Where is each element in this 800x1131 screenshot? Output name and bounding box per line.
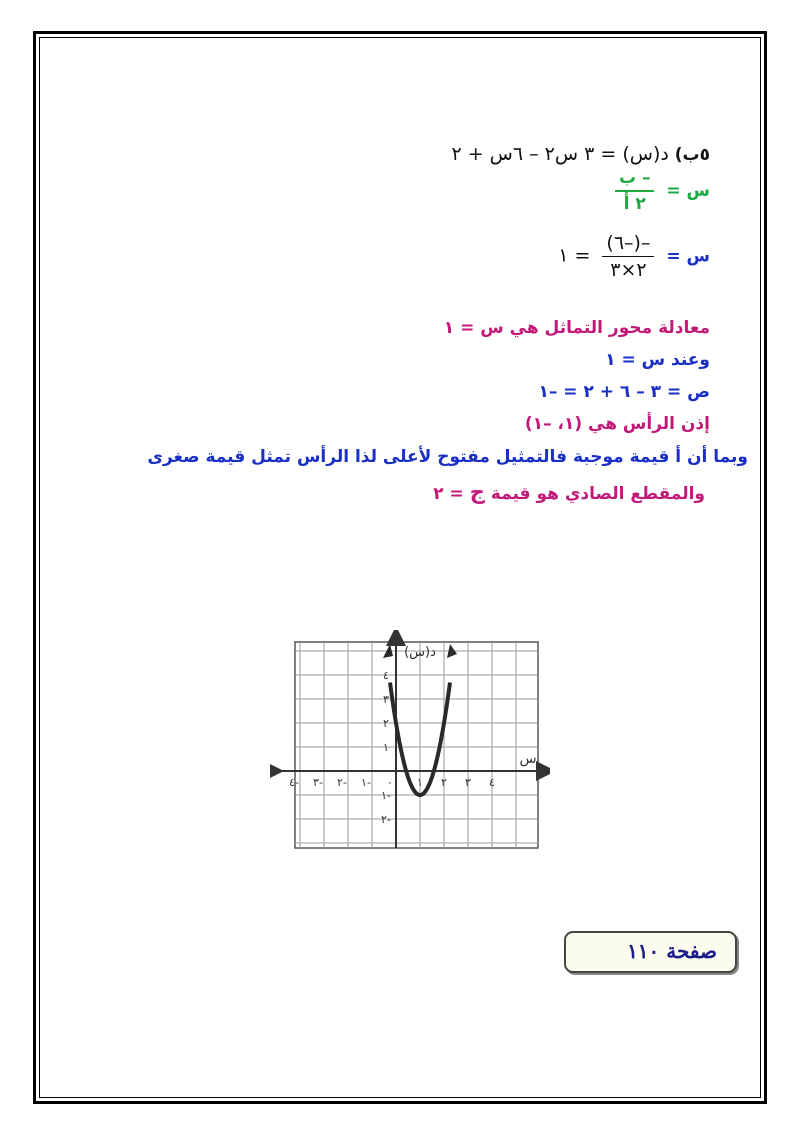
y-axis-label: د(س) bbox=[404, 645, 436, 660]
vertex-result: إذن الرأس هي (١، –١) bbox=[524, 414, 710, 434]
intercept-text: والمقطع الصادي هو قيمة bbox=[490, 484, 705, 504]
x-tick-label: ٠ bbox=[387, 776, 393, 789]
x-tick-label: ٣ bbox=[465, 776, 471, 789]
substitution-denominator: ٢×٣ bbox=[610, 259, 647, 281]
page-number-badge bbox=[564, 931, 737, 973]
y-tick-label: ٢ bbox=[383, 717, 389, 730]
graph-frame bbox=[295, 642, 538, 848]
x-axis-label: س bbox=[519, 751, 537, 767]
problem-label: ٥ب) bbox=[674, 145, 710, 165]
intercept-value: = ٢ bbox=[433, 484, 464, 504]
parabola-graph bbox=[270, 630, 550, 855]
vertex-formula bbox=[609, 168, 710, 214]
intercept-variable: ج bbox=[469, 480, 485, 504]
y-intercept-line bbox=[433, 480, 705, 504]
graph-grid bbox=[295, 642, 538, 848]
substitution-lhs: س = bbox=[666, 246, 710, 267]
y-tick-label: ١ bbox=[383, 741, 389, 754]
problem-equation: د(س) = ٣ س٢ – ٦س + ٢ bbox=[451, 143, 669, 165]
opening-note: وبما أن أ قيمة موجبة فالتمثيل مفتوح لأعلى لذا الرأس تمثل قيمة صغرى bbox=[147, 447, 748, 467]
formula-fraction bbox=[615, 168, 655, 214]
x-tick-label: ١- bbox=[361, 776, 371, 789]
when-x-equals: وعند س = ١ bbox=[605, 350, 710, 370]
formula-numerator: – ب bbox=[618, 168, 651, 188]
axis-of-symmetry: معادلة محور التماثل هي س = ١ bbox=[443, 318, 710, 338]
formula-lhs: س = bbox=[666, 181, 710, 201]
y-calculation: ص = ٣ – ٦ + ٢ = –١ bbox=[538, 382, 710, 402]
formula-denominator: ٢ أ bbox=[623, 194, 646, 214]
y-tick-label: ١- bbox=[381, 789, 391, 802]
x-tick-label: ١ bbox=[417, 776, 423, 789]
x-tick-label: ٢- bbox=[337, 776, 347, 789]
substitution-numerator: –(–٦) bbox=[606, 232, 651, 254]
y-tick-label: ٢- bbox=[381, 813, 391, 826]
x-tick-label: ٢ bbox=[441, 776, 447, 789]
substitution-fraction bbox=[602, 232, 654, 281]
x-tick-label: ٤ bbox=[489, 776, 495, 789]
problem-line bbox=[451, 143, 710, 165]
y-tick-label: ٤ bbox=[383, 669, 389, 682]
y-tick-label: ٣ bbox=[383, 693, 389, 706]
substitution-line bbox=[558, 232, 710, 281]
page-number-label: صفحة ١١٠ bbox=[627, 939, 717, 963]
substitution-result: = ١ bbox=[558, 244, 591, 267]
x-tick-label: ٣- bbox=[313, 776, 323, 789]
x-tick-label: ٤- bbox=[289, 776, 299, 789]
